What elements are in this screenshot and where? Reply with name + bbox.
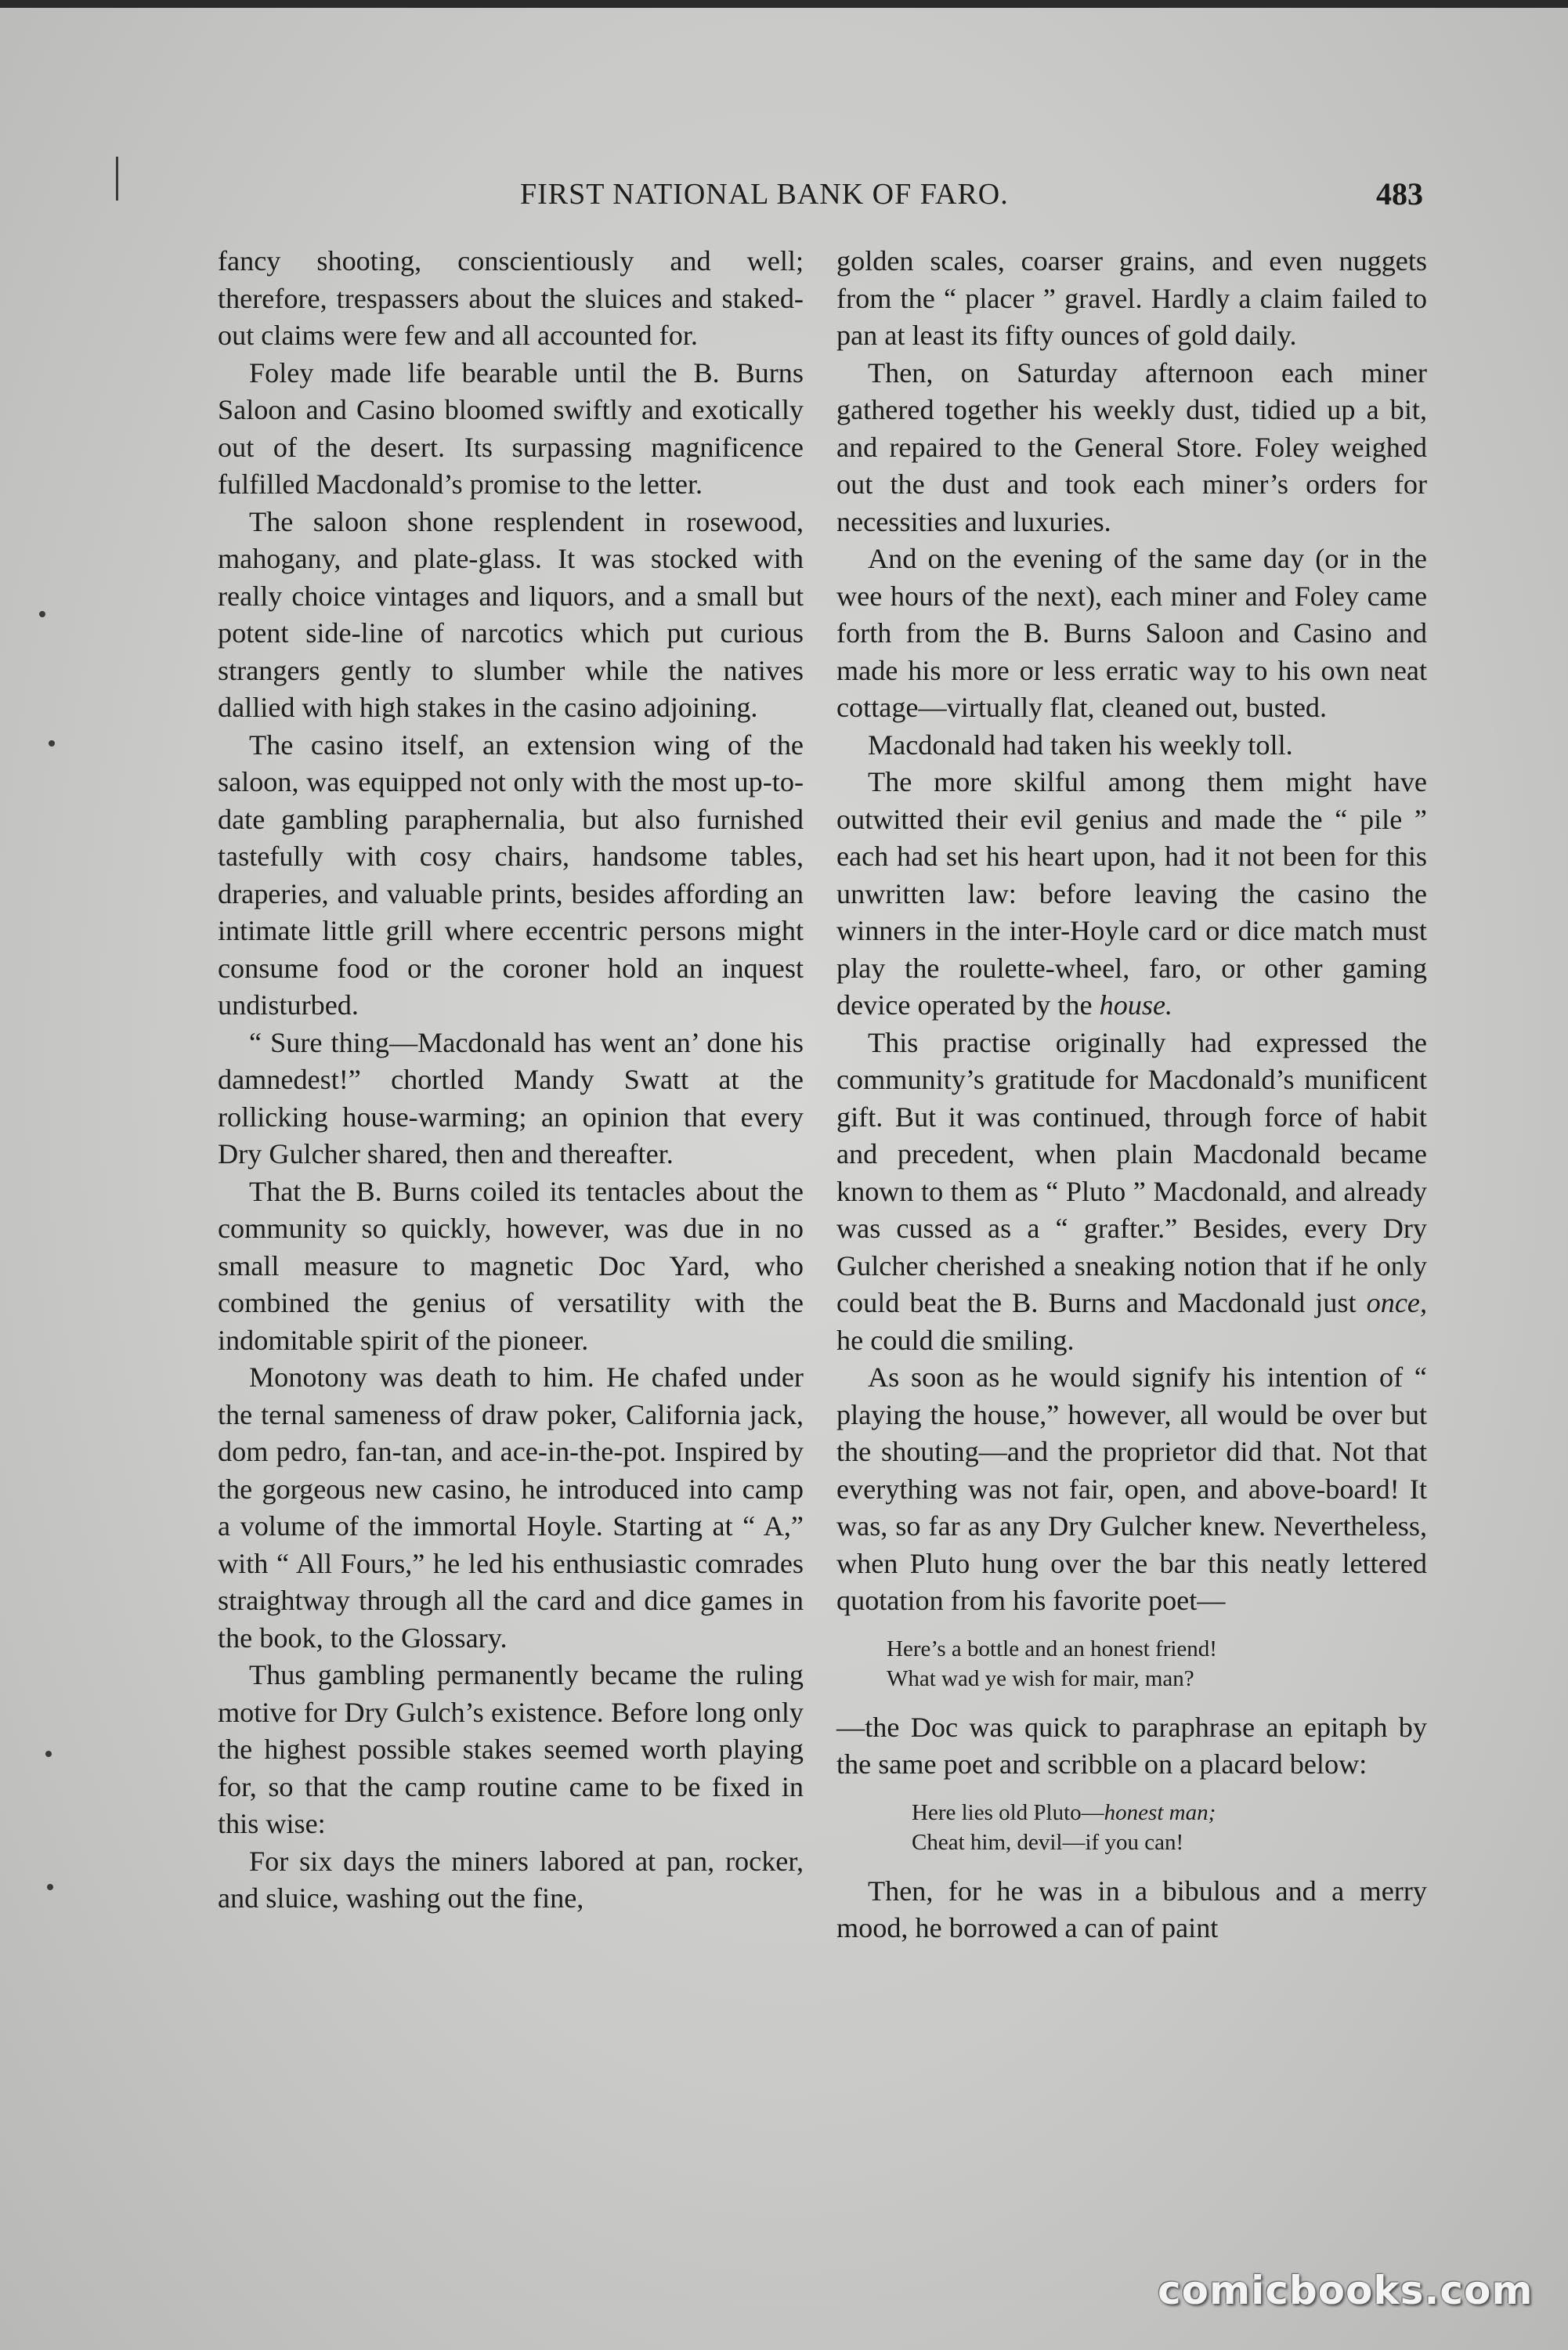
page-header [0, 174, 1568, 221]
paper-speck [45, 1751, 52, 1757]
paragraph-text: This practise originally had expressed the community’s gratitude for Macdonald’s munificent gift. But it was continued, through force of habit and precedent, when plain Macdonald became known to them as “ Pluto ” Macdonald, and already was cussed as a “ grafter.” Besides, every Dry Gulcher cherished a sneaking notion that if he only could beat the B. Burns and Macdonald just [836, 1026, 1427, 1318]
paper-speck [49, 740, 55, 747]
paragraph: For six days the miners labored at pan, rocker, and sluice, washing out the fine, [218, 1845, 804, 1914]
paragraph: Then, on Saturday afternoon each miner gathered together his weekly dust, tidied up a bit, and repaired to the General Store. Foley weighed out the dust and took each miner’s orders for necessities and luxuries. [836, 356, 1427, 537]
paragraph: Macdonald had taken his weekly toll. [868, 728, 1293, 761]
left-column [218, 243, 804, 1918]
right-column [836, 243, 1427, 1947]
running-title: FIRST NATIONAL BANK OF FARO. [520, 178, 1009, 211]
verse-quotation [836, 1634, 1427, 1694]
emphasis: once, [1366, 1287, 1428, 1318]
paragraph: fancy shooting, conscientiously and well; therefore, trespassers about the sluices and staked-out claims were few and all accounted for. [218, 245, 804, 351]
paragraph: As soon as he would signify his intention of “ playing the house,” however, all would be over but the shouting—and the proprietor did that. Not that everything was not fair, open, and above-board! It was, so far as any Dry Gulcher knew. Nevertheless, when Pluto hung over the bar this neatly lettered quotation from his favorite poet— [836, 1361, 1427, 1616]
paper-speck [39, 611, 45, 617]
watermark: comicbooks.com [1158, 2268, 1534, 2313]
paragraph: That the B. Burns coiled its tentacles about the community so quickly, however, was due in no small measure to magnetic Doc Yard, who combined the genius of versatility with the indomitable spirit of the pioneer. [218, 1175, 804, 1356]
paragraph-text: The more skilful among them might have outwitted their evil genius and made the “ pile ” each had set his heart upon, had it not been for this unwritten law: before leaving the casino the winners in the inter-Hoyle card or dice match must play the roulette-wheel, faro, or other gaming device operated by the [836, 766, 1427, 1021]
verse-line: Here’s a bottle and an honest friend! [887, 1636, 1217, 1661]
paragraph-text: he could die smiling. [836, 1324, 1075, 1356]
paragraph: And on the evening of the same day (or in the wee hours of the next), each miner and Foley came forth from the B. Burns Saloon and Casino and made his more or less erratic way to his own neat cottage—virtually flat, cleaned out, busted. [836, 543, 1427, 723]
paragraph: Thus gambling permanently became the ruling motive for Dry Gulch’s existence. Before long only the highest possible stakes seemed worth playing for, so that the camp routine came to be fixed in this wise: [218, 1659, 804, 1839]
verse-epitaph [836, 1798, 1427, 1857]
emphasis: honest man; [1104, 1799, 1216, 1825]
page-top-edge [0, 0, 1568, 8]
verse-text: Here lies old Pluto— [912, 1799, 1104, 1825]
paper-speck [47, 1884, 53, 1890]
paragraph: The casino itself, an extension wing of the saloon, was equipped not only with the most up-to-date gambling paraphernalia, but also furnished tastefully with cosy chairs, handsome tables, draperies, and valuable prints, besides affording an intimate little grill where eccentric persons might consume food or the coroner hold an inquest undisturbed. [218, 728, 804, 1021]
paragraph: Foley made life bearable until the B. Burns Saloon and Casino bloomed swiftly and exotically out of the desert. Its surpassing magnificence fulfilled Macdonald’s promise to the letter. [218, 356, 804, 500]
verse-line: What wad ye wish for mair, man? [887, 1665, 1194, 1691]
page-number: 483 [1376, 176, 1423, 212]
verse-line: Cheat him, devil—if you can! [912, 1829, 1184, 1855]
paragraph [836, 764, 1427, 1025]
paragraph: The saloon shone resplendent in rosewood, mahogany, and plate-glass. It was stocked with really choice vintages and liquors, and a small but potent side-line of narcotics which put curious strangers gently to slumber while the natives dallied with high stakes in the casino adjoining. [218, 505, 804, 723]
paragraph: Then, for he was in a bibulous and a merry mood, he borrowed a can of paint [836, 1875, 1427, 1943]
paragraph: —the Doc was quick to paraphrase an epitaph by the same poet and scribble on a placard below: [836, 1711, 1427, 1780]
emphasis: house. [1099, 989, 1173, 1021]
verse-line [912, 1798, 1427, 1828]
paragraph: golden scales, coarser grains, and even nuggets from the “ placer ” gravel. Hardly a claim failed to pan at least its fifty ounces of gold daily. [836, 245, 1427, 351]
paragraph: Monotony was death to him. He chafed under the ternal sameness of draw poker, California jack, dom pedro, fan-tan, and ace-in-the-pot. Inspired by the gorgeous new casino, he introduced into camp a volume of the immortal Hoyle. Starting at “ A,” with “ All Fours,” he led his enthusiastic comrades straightway through all the card and dice games in the book, to the Glossary. [218, 1361, 804, 1654]
paragraph: “ Sure thing—Macdonald has went an’ done his damnedest!” chortled Mandy Swatt at the rollicking house-warming; an opinion that every Dry Gulcher shared, then and thereafter. [218, 1026, 804, 1170]
paragraph [836, 1025, 1427, 1360]
